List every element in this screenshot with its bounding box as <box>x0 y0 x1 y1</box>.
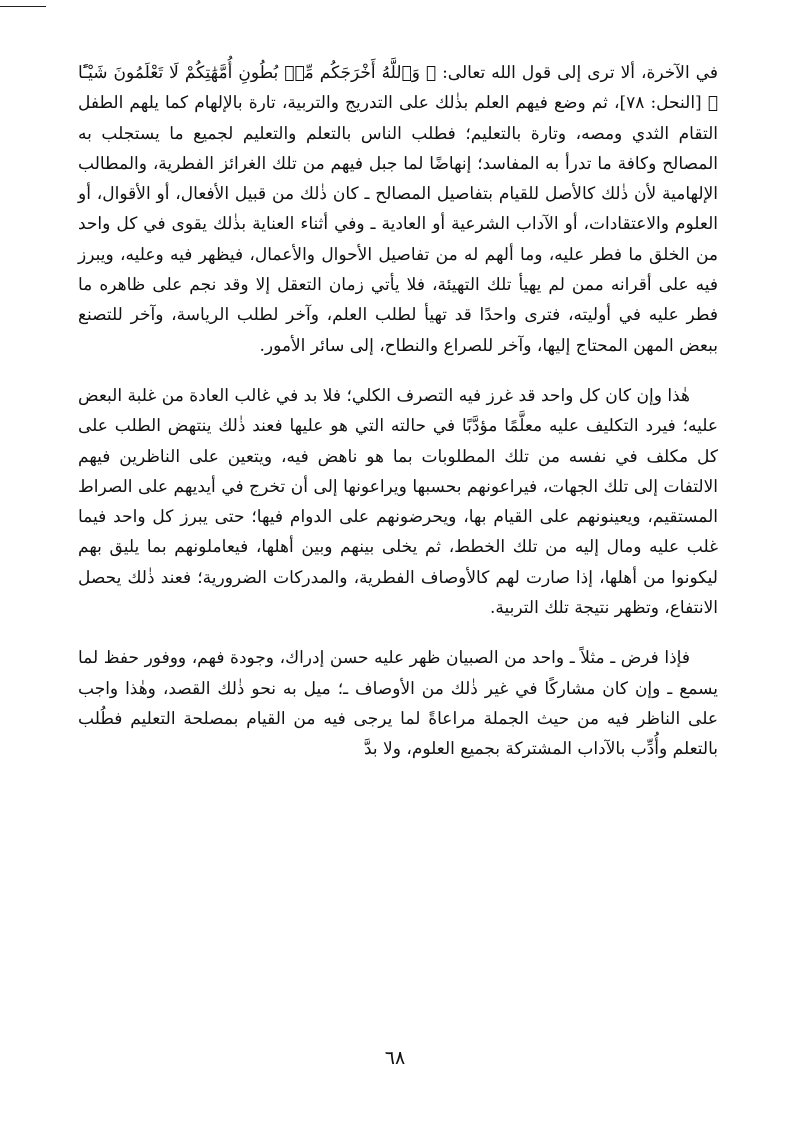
paragraph-2: هٰذا وإن كان كل واحد قد غرز فيه التصرف الكلي؛ فلا بد في غالب العادة من غلبة البعض عليه؛ فيرد التكليف عليه معلَّمًا مؤدَّبًا في حالته التي هو عليها فعند ذٰلك ينتهض الطلب على كل مكلف في نفسه من تلك المطلوبات بما هو ناهض فيه، ويتعين على الناظرين فيهم الالتفات إلى تلك الجهات، فيراعونهم بحسبها ويراعونها إلى أن تخرج في أيديهم على الصراط المستقيم، ويعينونهم على القيام بها، ويحرضونهم على الدوام فيها؛ حتى يبرز كل واحد فيما غلب عليه ومال إليه من تلك الخطط، ثم يخلى بينهم وبين أهلها، فيعاملونهم بما يليق بهم ليكونوا من أهلها، إذا صارت لهم كالأوصاف الفطرية، والمدركات الضرورية؛ فعند ذٰلك يحصل الانتفاع، وتظهر نتيجة تلك التربية. <box>78 385 718 619</box>
paragraph-1: في الآخرة، ألا ترى إلى قول الله تعالى: ﴿ وَٱللَّهُ أَخْرَجَكُم مِّنۢ بُطُونِ أُمَّهَٰتِكُمْ لَا تَعْلَمُونَ شَيْـًٔا ﴾ [النحل: ٧٨]، ثم وضع فيهم العلم بذٰلك على التدريج والتربية، تارة بالإلهام كما يلهم الطفل التقام الثدي ومصه، وتارة بالتعليم؛ فطلب الناس بالتعلم والتعليم لجميع ما يستجلب به المصالح وكافة ما تدرأ به المفاسد؛ إنهاضًا لما جبل فيهم من تلك الغرائز الفطرية، والمطالب الإلهامية لأن ذٰلك كالأصل للقيام بتفاصيل المصالح ـ كان ذٰلك من قبيل الأفعال، أو الأقوال، أو العلوم والاعتقادات، أو الآداب الشرعية أو العادية ـ وفي أثناء العناية بذٰلك يقوى في كل واحد من الخلق ما فطر عليه، وما ألهم له من تفاصيل الأحوال والأعمال، فيظهر فيه وعليه، ويبرز فيه على أقرانه ممن لم يهيأ تلك التهيئة، فلا يأتي زمان التعقل إلا وقد نجم على ظاهره ما فطر عليه في أوليته، فترى واحدًا قد تهيأ لطلب العلم، وآخر لطلب الرياسة، وآخر للتصنع ببعض المهن المحتاج إليها، وآخر للصراع والنطاح، إلى سائر الأمور. <box>78 63 719 356</box>
paragraph-3: فإذا فرض ـ مثلاً ـ واحد من الصبيان ظهر عليه حسن إدراك، وجودة فهم، ووفور حفظ لما يسمع ـ وإن كان مشاركًا في غير ذٰلك من الأوصاف ـ؛ ميل به نحو ذٰلك القصد، وهٰذا واجب على الناظر فيه من حيث الجملة مراعاةً لما يرجى فيه من القيام بمصلحة التعليم فطُلب بالتعلم وأُدِّب بالآداب المشتركة بجميع العلوم، ولا بدَّ <box>78 648 718 760</box>
corner-rule <box>0 6 46 7</box>
page-number: ٦٨ <box>384 1047 406 1069</box>
page-body <box>78 58 718 765</box>
